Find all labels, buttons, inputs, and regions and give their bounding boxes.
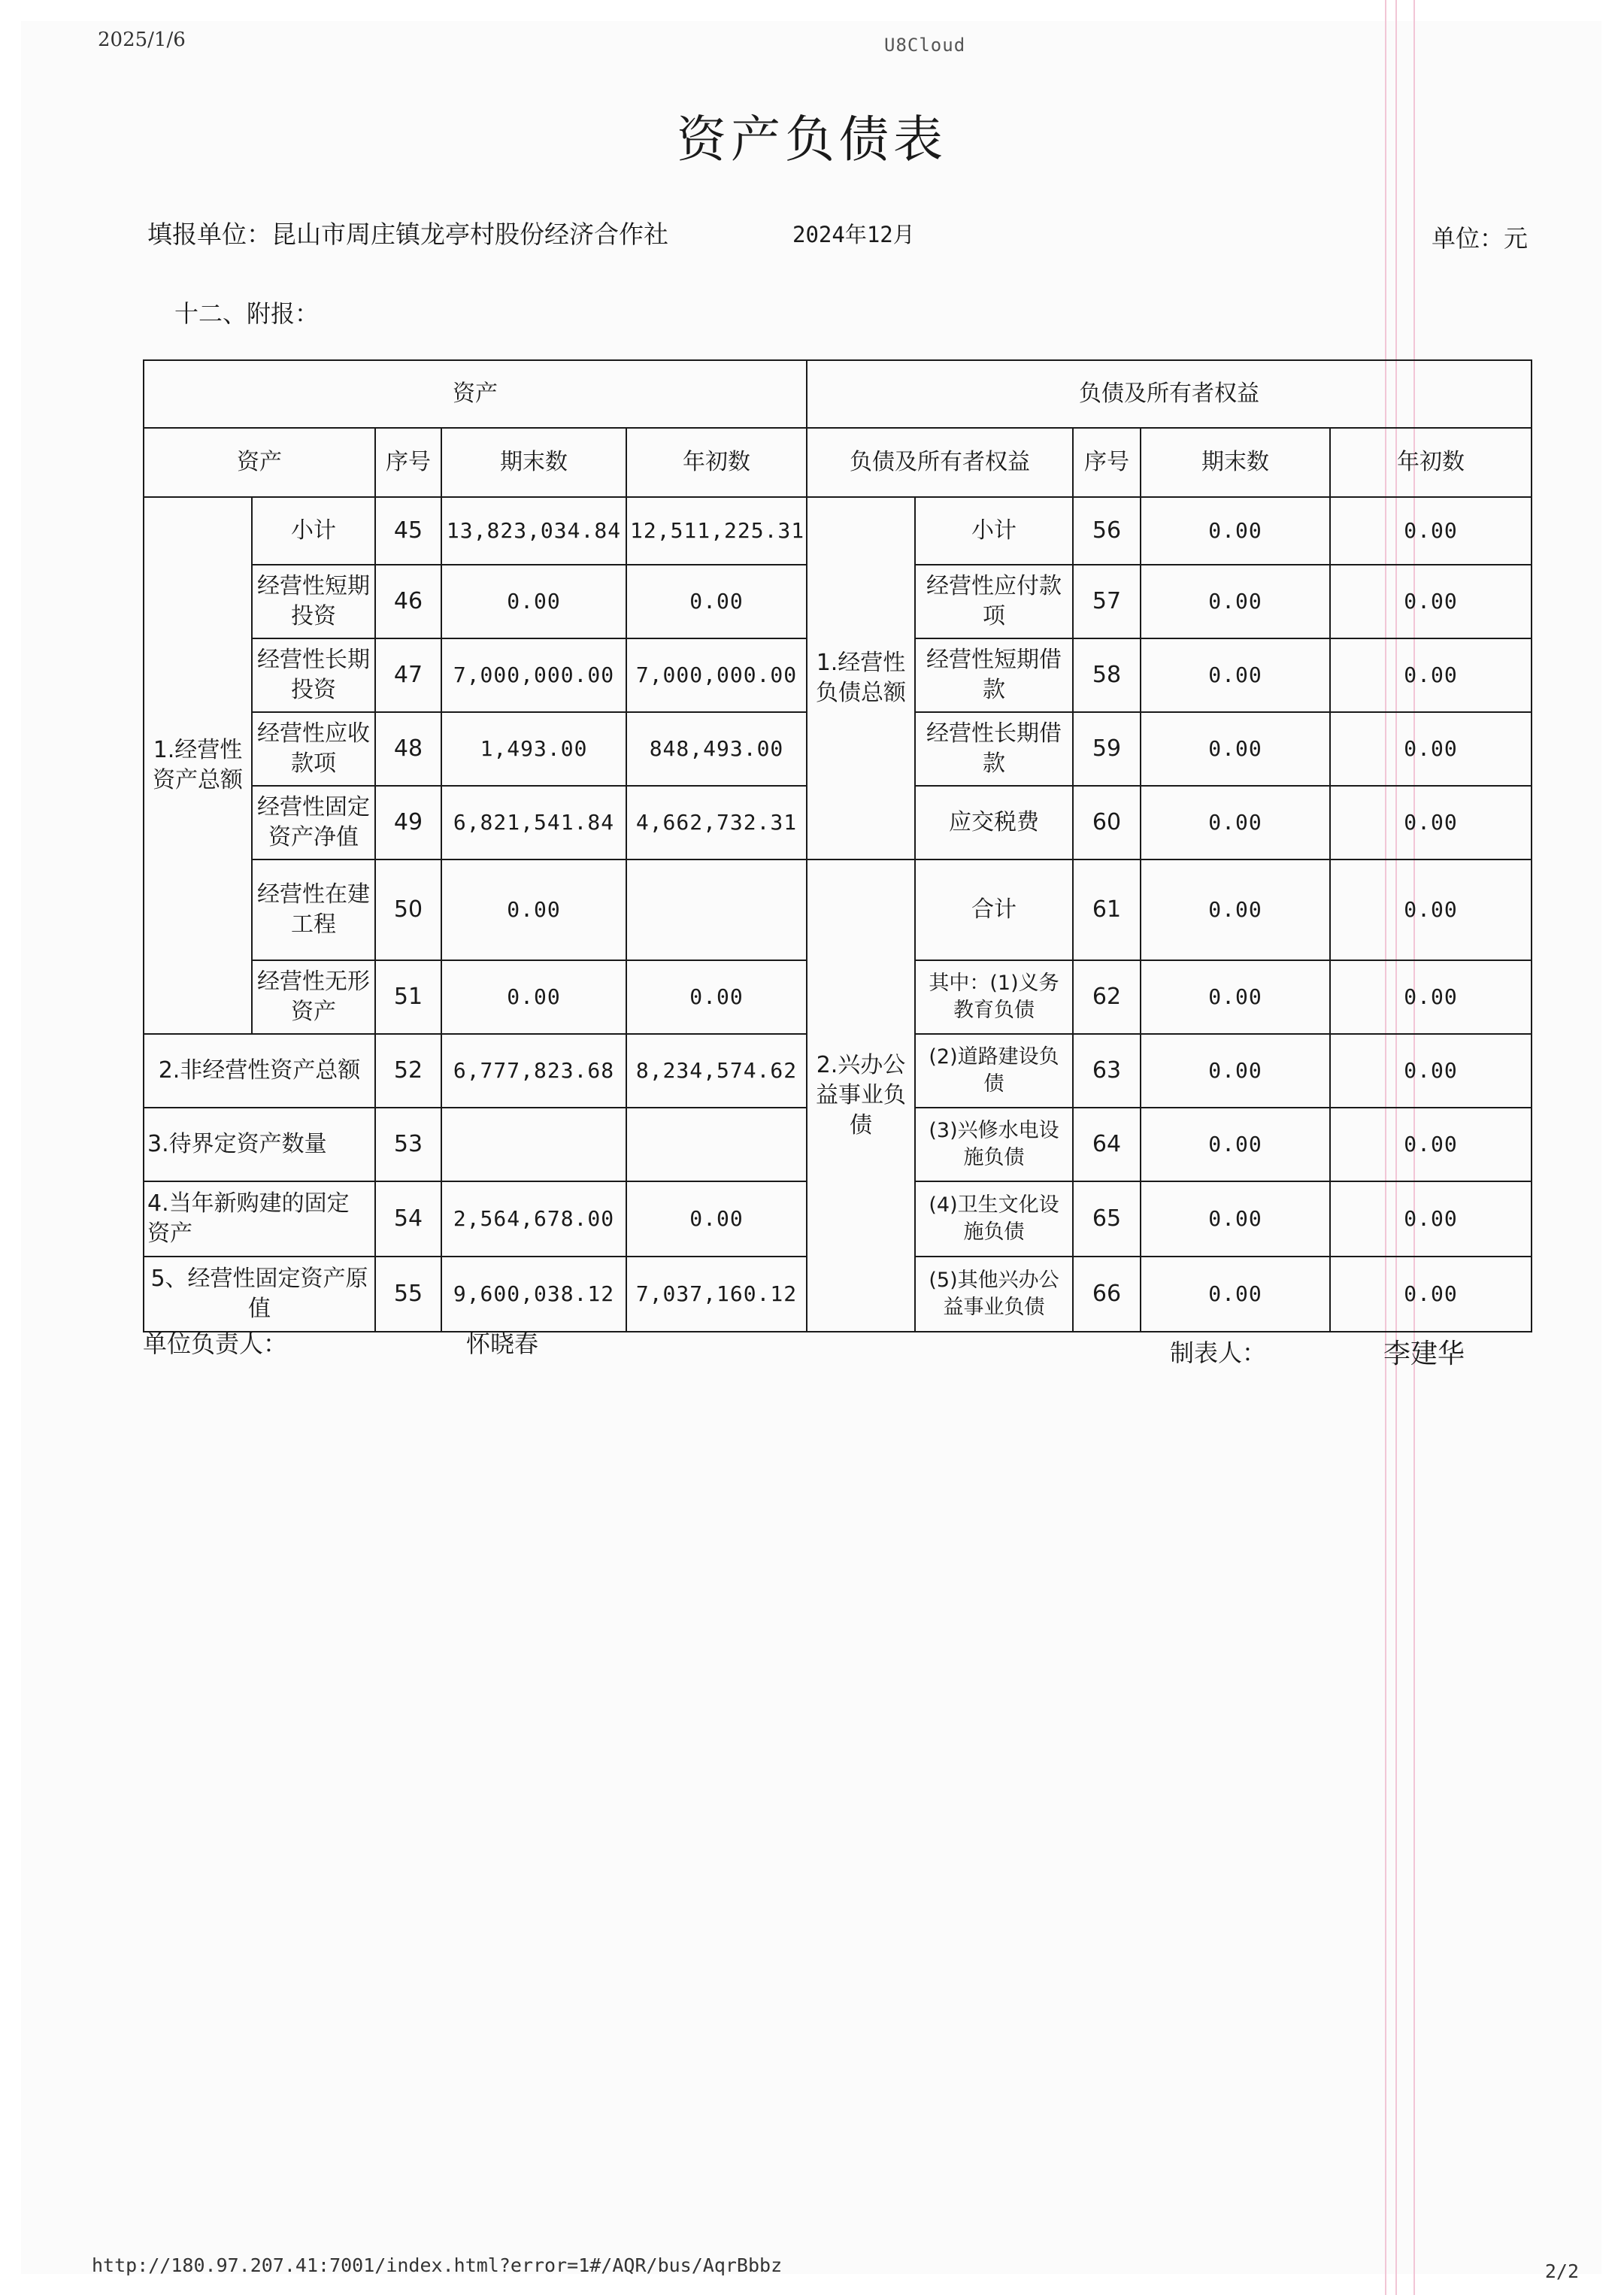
liab-label: 应交税费 [915,786,1073,859]
asset-begin [626,1108,807,1181]
liab-seq: 63 [1073,1034,1141,1108]
liab-label: (5)其他兴办公益事业负债 [915,1257,1073,1332]
liab-group-label: 2.兴办公益事业负债 [807,859,915,1332]
liab-end: 0.00 [1141,1108,1330,1181]
liab-begin: 0.00 [1330,497,1532,565]
liab-end: 0.00 [1141,960,1330,1034]
asset-seq: 55 [375,1257,441,1332]
head-name: 怀晓春 [466,1329,539,1358]
asset-label: 经营性短期投资 [252,565,375,638]
asset-label: 经营性长期投资 [252,638,375,712]
asset-end: 6,821,541.84 [441,786,626,859]
group-liabilities: 负债及所有者权益 [807,360,1532,428]
liab-end: 0.00 [1141,497,1330,565]
liab-begin: 0.00 [1330,786,1532,859]
liab-seq: 57 [1073,565,1141,638]
asset-seq: 48 [375,712,441,786]
col-end: 期末数 [441,428,626,497]
asset-begin: 7,037,160.12 [626,1257,807,1332]
liab-label: 经营性应付款项 [915,565,1073,638]
liab-begin: 0.00 [1330,1108,1532,1181]
asset-begin: 0.00 [626,960,807,1034]
asset-begin: 848,493.00 [626,712,807,786]
asset-begin [626,859,807,960]
col-begin: 年初数 [626,428,807,497]
asset-begin: 0.00 [626,1181,807,1257]
col-liab: 负债及所有者权益 [807,428,1073,497]
asset-label: 经营性无形资产 [252,960,375,1034]
liab-label: 小计 [915,497,1073,565]
table-column-header [144,428,1532,497]
liab-begin: 0.00 [1330,960,1532,1034]
page-number: 2/2 [1544,2260,1579,2282]
liab-begin: 0.00 [1330,1181,1532,1257]
report-period: 2024年12月 [792,222,915,247]
app-name: U8Cloud [884,35,966,56]
liab-begin: 0.00 [1330,1034,1532,1108]
liab-end: 0.00 [1141,638,1330,712]
liab-end: 0.00 [1141,859,1330,960]
col-seq: 序号 [375,428,441,497]
asset-end: 0.00 [441,960,626,1034]
asset-label: 经营性固定资产净值 [252,786,375,859]
asset-begin: 7,000,000.00 [626,638,807,712]
asset-seq: 50 [375,859,441,960]
col-begin: 年初数 [1330,428,1532,497]
asset-end: 9,600,038.12 [441,1257,626,1332]
head-label: 单位负责人： [143,1329,288,1358]
liab-begin: 0.00 [1330,712,1532,786]
asset-seq: 54 [375,1181,441,1257]
asset-label: 5、经营性固定资产原值 [144,1257,375,1332]
asset-label: 经营性在建工程 [252,859,375,960]
liab-begin: 0.00 [1330,859,1532,960]
asset-label: 3.待界定资产数量 [144,1108,375,1181]
asset-end: 1,493.00 [441,712,626,786]
liab-label: 其中：(1)义务教育负债 [915,960,1073,1034]
liab-label: (2)道路建设负债 [915,1034,1073,1108]
asset-end: 13,823,034.84 [441,497,626,565]
liab-label: 经营性短期借款 [915,638,1073,712]
asset-end: 6,777,823.68 [441,1034,626,1108]
liab-seq: 64 [1073,1108,1141,1181]
section-title: 十二、附报： [174,299,320,328]
asset-end: 0.00 [441,859,626,960]
asset-end: 2,564,678.00 [441,1181,626,1257]
asset-seq: 51 [375,960,441,1034]
asset-seq: 46 [375,565,441,638]
table-group-header [144,360,1532,428]
fill-unit: 填报单位：昆山市周庄镇龙亭村股份经济合作社 [147,220,668,249]
liab-end: 0.00 [1141,1034,1330,1108]
liab-group-label: 1.经营性负债总额 [807,497,915,859]
asset-end: 0.00 [441,565,626,638]
liab-end: 0.00 [1141,565,1330,638]
asset-seq: 53 [375,1108,441,1181]
asset-seq: 49 [375,786,441,859]
liab-label: 合计 [915,859,1073,960]
maker-name: 李建华 [1383,1338,1465,1369]
liab-end: 0.00 [1141,712,1330,786]
liab-seq: 61 [1073,859,1141,960]
asset-label: 小计 [252,497,375,565]
liab-seq: 56 [1073,497,1141,565]
balance-sheet-table [143,359,1532,1332]
col-end: 期末数 [1141,428,1330,497]
liab-begin: 0.00 [1330,638,1532,712]
maker-label: 制表人： [1170,1338,1267,1367]
table-row [144,497,1532,565]
liab-label: 经营性长期借款 [915,712,1073,786]
asset-label: 4.当年新购建的固定资产 [144,1181,375,1257]
liab-seq: 60 [1073,786,1141,859]
liab-seq: 58 [1073,638,1141,712]
asset-seq: 47 [375,638,441,712]
asset-group-label: 1.经营性资产总额 [144,497,252,1034]
asset-label: 2.非经营性资产总额 [144,1034,375,1108]
liab-end: 0.00 [1141,786,1330,859]
asset-begin: 8,234,574.62 [626,1034,807,1108]
asset-begin: 12,511,225.31 [626,497,807,565]
print-date: 2025/1/6 [98,29,186,51]
asset-seq: 52 [375,1034,441,1108]
asset-begin: 4,662,732.31 [626,786,807,859]
page-title: 资产负债表 [677,111,947,168]
liab-label: (4)卫生文化设施负债 [915,1181,1073,1257]
table-row [144,859,1532,960]
liab-begin: 0.00 [1330,1257,1532,1332]
asset-end: 7,000,000.00 [441,638,626,712]
liab-end: 0.00 [1141,1181,1330,1257]
asset-seq: 45 [375,497,441,565]
group-assets: 资产 [144,360,807,428]
liab-begin: 0.00 [1330,565,1532,638]
asset-end [441,1108,626,1181]
asset-begin: 0.00 [626,565,807,638]
liab-label: (3)兴修水电设施负债 [915,1108,1073,1181]
currency-unit: 单位：元 [1431,224,1528,253]
liab-seq: 65 [1073,1181,1141,1257]
col-asset: 资产 [144,428,375,497]
liab-seq: 66 [1073,1257,1141,1332]
asset-label: 经营性应收款项 [252,712,375,786]
col-seq: 序号 [1073,428,1141,497]
liab-seq: 59 [1073,712,1141,786]
page-url: http://180.97.207.41:7001/index.html?error=1#/AQR/bus/AqrBbbz [92,2254,783,2276]
liab-seq: 62 [1073,960,1141,1034]
liab-end: 0.00 [1141,1257,1330,1332]
